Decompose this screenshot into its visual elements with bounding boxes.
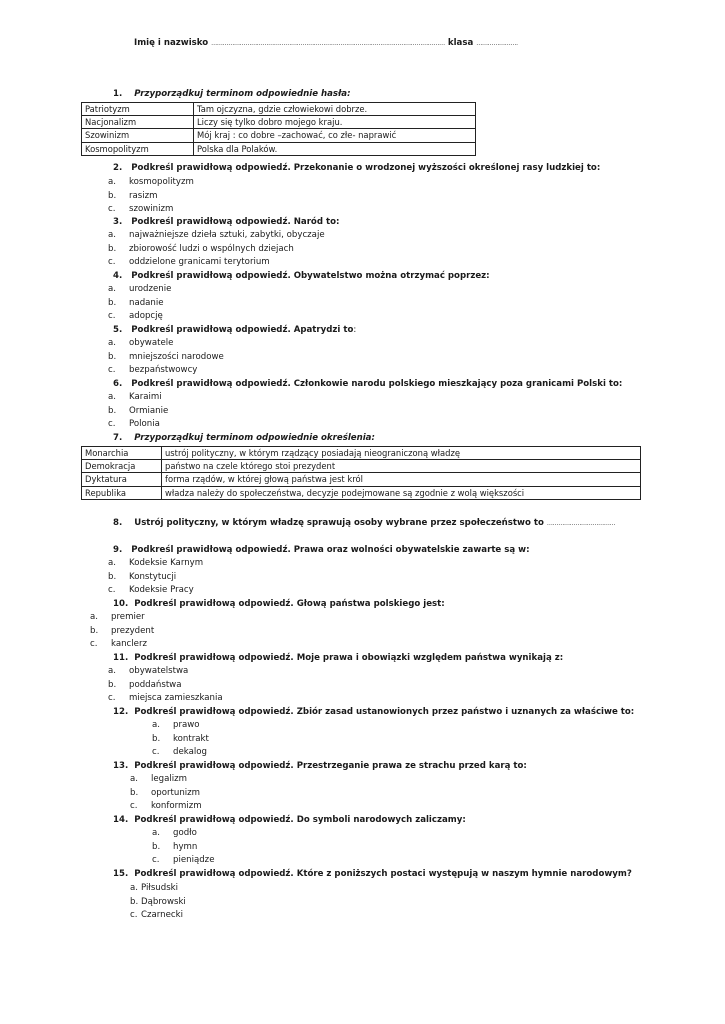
table-row bbox=[82, 142, 476, 155]
table-row bbox=[82, 486, 641, 499]
option-text: urodzenie bbox=[129, 284, 172, 294]
option-text: godło bbox=[173, 828, 197, 838]
definition-cell: Mój kraj : co dobre –zachować, co złe- naprawić bbox=[194, 129, 476, 142]
question-6 bbox=[113, 379, 622, 390]
option-text: zbiorowość ludzi o wspólnych dziejach bbox=[129, 243, 294, 254]
option-marker: c. bbox=[108, 585, 116, 595]
option-marker: c. bbox=[108, 419, 116, 429]
option-text: Ormianie bbox=[129, 405, 169, 416]
option-marker: c. bbox=[108, 204, 116, 214]
definition-cell: Liczy się tylko dobro mojego kraju. bbox=[194, 116, 476, 129]
term-cell: Monarchia bbox=[82, 447, 162, 460]
option-marker: a. bbox=[108, 338, 116, 348]
question-14 bbox=[113, 815, 466, 826]
option-marker: b. bbox=[108, 405, 117, 416]
question-text: Podkreśl prawidłową odpowiedź. Zbiór zasad ustanowionych przez państwo i uznanych za właściwe to: bbox=[134, 707, 635, 717]
question-text: Podkreśl prawidłową odpowiedź. Obywatelstwo można otrzymać poprzez: bbox=[131, 271, 490, 281]
question-9 bbox=[113, 545, 530, 556]
name-field[interactable]: …………………………………………………………………………………………………………… bbox=[211, 40, 445, 47]
definition-cell: państwo na czele którego stoi prezydent bbox=[162, 460, 641, 473]
option-marker: b. bbox=[130, 896, 139, 907]
option-marker: b. bbox=[108, 243, 117, 254]
option-marker: c. bbox=[90, 639, 98, 649]
option-text: obywatele bbox=[129, 338, 174, 348]
term-cell: Republika bbox=[82, 486, 162, 499]
option-marker: a. bbox=[108, 666, 116, 676]
definition-cell: Tam ojczyzna, gdzie człowiekowi dobrze. bbox=[194, 103, 476, 116]
option-text: nadanie bbox=[129, 297, 164, 308]
option-marker: c. bbox=[108, 365, 116, 375]
question-number: 1. bbox=[113, 89, 123, 99]
option-marker: a. bbox=[130, 774, 138, 784]
question-text: Podkreśl prawidłową odpowiedź. Przestrzeganie prawa ze strachu przed karą to: bbox=[134, 761, 527, 771]
option-text: najważniejsze dzieła sztuki, zabytki, obyczaje bbox=[129, 230, 325, 240]
option-marker: a. bbox=[108, 558, 116, 568]
option-text: kosmopolityzm bbox=[129, 177, 194, 187]
option-marker: b. bbox=[108, 351, 117, 362]
option-marker: b. bbox=[108, 297, 117, 308]
question-number: 15. bbox=[113, 869, 129, 879]
question-text: Podkreśl prawidłową odpowiedź. Moje prawa i obowiązki względem państwa wynikają z: bbox=[134, 653, 564, 663]
option-marker: a. bbox=[108, 177, 116, 187]
option-text: kanclerz bbox=[111, 639, 147, 649]
question-number: 6. bbox=[113, 379, 123, 389]
option-text: miejsca zamieszkania bbox=[129, 693, 223, 703]
question-number: 14. bbox=[113, 815, 129, 825]
option-text: Kodeksie Pracy bbox=[129, 585, 194, 595]
definition-cell: ustrój polityczny, w którym rządzący posiadają nieograniczoną władzę bbox=[162, 447, 641, 460]
option-text: poddaństwa bbox=[129, 679, 182, 690]
option-text: obywatelstwa bbox=[129, 666, 189, 676]
question-8 bbox=[113, 518, 615, 529]
option-marker: b. bbox=[108, 571, 117, 582]
question-number: 5. bbox=[113, 325, 123, 335]
option-text: premier bbox=[111, 612, 145, 622]
option-marker: c. bbox=[108, 257, 116, 267]
question-4 bbox=[113, 271, 490, 282]
option-text: Czarnecki bbox=[141, 910, 183, 920]
option-text: bezpaństwowcy bbox=[129, 365, 198, 375]
option-marker: b. bbox=[130, 787, 139, 798]
question-number: 4. bbox=[113, 271, 123, 281]
matching-table-1 bbox=[81, 102, 476, 156]
question-11 bbox=[113, 653, 563, 664]
question-number: 11. bbox=[113, 653, 129, 663]
option-marker: a. bbox=[108, 284, 116, 294]
question-text: Podkreśl prawidłową odpowiedź. Prawa oraz wolności obywatelskie zawarte są w: bbox=[131, 545, 530, 555]
question-10 bbox=[113, 599, 445, 610]
definition-cell: władza należy do społeczeństwa, decyzje podejmowane są zgodnie z wolą większości bbox=[162, 486, 641, 499]
question-text: Przyporządkuj terminom odpowiednie hasła: bbox=[134, 89, 351, 99]
option-marker: a. bbox=[108, 392, 116, 402]
option-text: kontrakt bbox=[173, 733, 209, 744]
question-text: Podkreśl prawidłową odpowiedź. Do symboli narodowych zaliczamy: bbox=[134, 815, 466, 825]
question-number: 12. bbox=[113, 707, 129, 717]
term-cell: Patriotyzm bbox=[82, 103, 194, 116]
question-number: 2. bbox=[113, 163, 123, 173]
option-text: dekalog bbox=[173, 747, 207, 757]
option-marker: a. bbox=[90, 612, 98, 622]
question-number: 3. bbox=[113, 217, 123, 227]
question-1 bbox=[113, 89, 351, 100]
definition-cell: forma rządów, w której głową państwa jest król bbox=[162, 473, 641, 486]
term-cell: Kosmopolityzm bbox=[82, 142, 194, 155]
term-cell: Demokracja bbox=[82, 460, 162, 473]
term-cell: Nacjonalizm bbox=[82, 116, 194, 129]
question-5: 5. Podkreśl prawidłową odpowiedź. Apatrydzi to: bbox=[113, 325, 357, 335]
question-text: Podkreśl prawidłową odpowiedź. Głową państwa polskiego jest: bbox=[134, 599, 445, 609]
option-marker: c. bbox=[152, 747, 160, 757]
option-text: Dąbrowski bbox=[141, 896, 186, 907]
option-text: Kodeksie Karnym bbox=[129, 558, 204, 568]
option-marker: b. bbox=[108, 190, 117, 201]
question-15 bbox=[113, 869, 632, 880]
option-text: oportunizm bbox=[151, 787, 201, 798]
question-number: 9. bbox=[113, 545, 123, 555]
question-text: Podkreśl prawidłową odpowiedź. Które z poniższych postaci występują w naszym hymnie narodowym? bbox=[134, 869, 632, 879]
option-marker: b. bbox=[108, 679, 117, 690]
option-text: Piłsudski bbox=[141, 883, 179, 893]
option-text: prawo bbox=[173, 720, 200, 730]
question-number: 10. bbox=[113, 599, 129, 609]
question-2 bbox=[113, 163, 600, 174]
option-text: szowinizm bbox=[129, 204, 174, 214]
option-marker: b. bbox=[152, 733, 161, 744]
option-marker: c. bbox=[108, 311, 116, 321]
option-text: hymn bbox=[173, 841, 198, 852]
answer-field[interactable]: ……………………………… bbox=[546, 520, 616, 527]
name-label: Imię i nazwisko bbox=[134, 38, 209, 48]
question-number: 13. bbox=[113, 761, 129, 771]
question-text: Podkreśl prawidłową odpowiedź. Naród to: bbox=[131, 217, 340, 227]
option-marker: a. bbox=[152, 720, 160, 730]
term-cell: Szowinizm bbox=[82, 129, 194, 142]
option-text: konformizm bbox=[151, 801, 202, 811]
question-text: Podkreśl prawidłową odpowiedź. Członkowie narodu polskiego mieszkający poza granicami Polski to: bbox=[131, 379, 623, 389]
table-row bbox=[82, 116, 476, 129]
option-marker: c. bbox=[130, 910, 138, 920]
option-marker: a. bbox=[130, 883, 138, 893]
matching-table-7 bbox=[81, 446, 641, 500]
option-marker: a. bbox=[108, 230, 116, 240]
option-text: adopcję bbox=[129, 311, 163, 321]
question-7 bbox=[113, 433, 375, 444]
question-text: Ustrój polityczny, w którym władzę sprawują osoby wybrane przez społeczeństwo to bbox=[134, 518, 544, 528]
option-marker: c. bbox=[108, 693, 116, 703]
class-field[interactable]: …………………. bbox=[476, 40, 518, 47]
option-text: pieniądze bbox=[173, 855, 215, 865]
definition-cell: Polska dla Polaków. bbox=[194, 142, 476, 155]
option-text: rasizm bbox=[129, 190, 158, 201]
table-row bbox=[82, 129, 476, 142]
term-cell: Dyktatura bbox=[82, 473, 162, 486]
class-label: klasa bbox=[447, 38, 474, 48]
question-text: Podkreśl prawidłową odpowiedź. Apatrydzi to bbox=[131, 325, 354, 335]
option-marker: a. bbox=[152, 828, 160, 838]
question-3 bbox=[113, 217, 339, 228]
table-row bbox=[82, 103, 476, 116]
option-marker: b. bbox=[152, 841, 161, 852]
option-text: Polonia bbox=[129, 419, 160, 429]
option-marker: b. bbox=[90, 625, 99, 636]
question-text: Podkreśl prawidłową odpowiedź. Przekonanie o wrodzonej wyższości określonej rasy ludzkiej to: bbox=[131, 163, 601, 173]
question-13 bbox=[113, 761, 527, 772]
question-text: Przyporządkuj terminom odpowiednie określenia: bbox=[134, 433, 375, 443]
table-row bbox=[82, 447, 641, 460]
option-text: mniejszości narodowe bbox=[129, 351, 224, 362]
question-number: 8. bbox=[113, 518, 123, 528]
option-text: Karaimi bbox=[129, 392, 162, 402]
option-text: Konstytucji bbox=[129, 571, 177, 582]
table-row bbox=[82, 460, 641, 473]
option-marker: c. bbox=[130, 801, 138, 811]
option-text: oddzielone granicami terytorium bbox=[129, 257, 270, 267]
option-text: legalizm bbox=[151, 774, 188, 784]
option-text: prezydent bbox=[111, 625, 155, 636]
question-number: 7. bbox=[113, 433, 123, 443]
question-12 bbox=[113, 707, 634, 718]
table-row bbox=[82, 473, 641, 486]
option-marker: c. bbox=[152, 855, 160, 865]
header-line bbox=[134, 38, 518, 49]
